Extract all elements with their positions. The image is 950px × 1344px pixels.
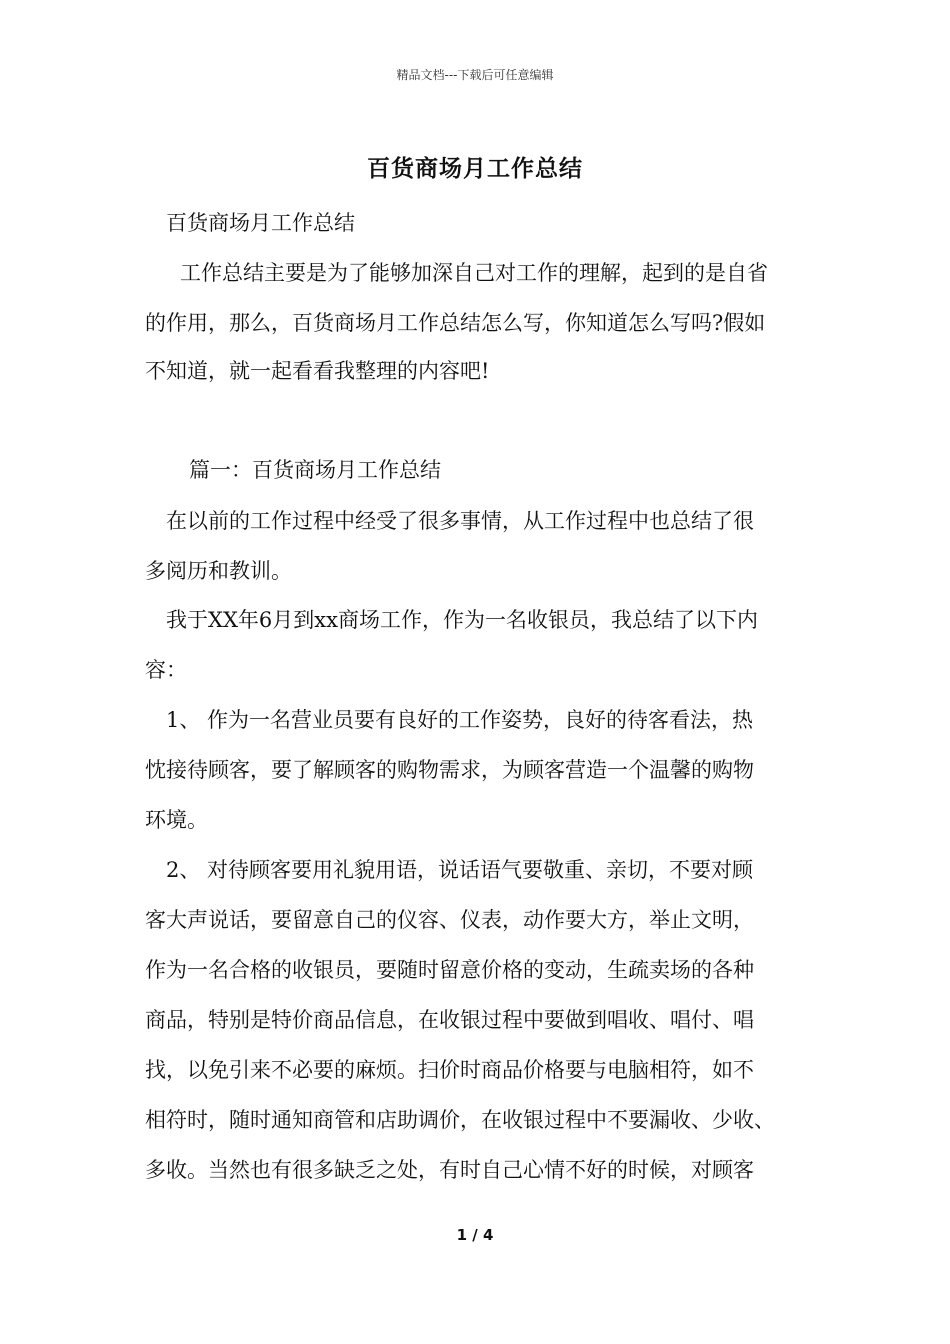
- list-item-line: 环境。: [145, 808, 208, 832]
- paragraph-line: 我于XX年6月到xx商场工作，作为一名收银员，我总结了以下内: [166, 608, 758, 632]
- paragraph-line: 在以前的工作过程中经受了很多事情，从工作过程中也总结了很: [166, 509, 754, 533]
- paragraph-line: 多阅历和教训。: [145, 559, 292, 583]
- list-item-line: 相符时，随时通知商管和店助调价，在收银过程中不要漏收、少收、: [145, 1108, 775, 1132]
- list-item-line: 客大声说话，要留意自己的仪容、仪表，动作要大方，举止文明，: [145, 908, 754, 932]
- document-title: 百货商场月工作总结: [367, 155, 583, 182]
- section-heading: 篇一：百货商场月工作总结: [189, 458, 441, 482]
- list-item-line: 2、 对待顾客要用礼貌用语，说话语气要敬重、亲切，不要对顾: [166, 858, 754, 882]
- document-subtitle: 百货商场月工作总结: [166, 211, 355, 235]
- list-item-line: 1、 作为一名营业员要有良好的工作姿势，良好的待客看法，热: [166, 708, 754, 732]
- list-item-line: 多收。当然也有很多缺乏之处，有时自己心情不好的时候，对顾客: [145, 1158, 754, 1182]
- list-item-line: 忱接待顾客，要了解顾客的购物需求，为顾客营造一个温馨的购物: [145, 758, 754, 782]
- header-note: 精品文档---下载后可任意编辑: [396, 68, 554, 82]
- intro-line: 不知道，就一起看看我整理的内容吧!: [145, 359, 490, 383]
- intro-line: 的作用，那么，百货商场月工作总结怎么写，你知道怎么写吗?假如: [145, 311, 766, 335]
- list-item-line: 找，以免引来不必要的麻烦。扫价时商品价格要与电脑相符，如不: [145, 1058, 754, 1082]
- paragraph-line: 容：: [145, 658, 187, 682]
- intro-line: 工作总结主要是为了能够加深自己对工作的理解，起到的是自省: [180, 261, 768, 285]
- list-item-line: 作为一名合格的收银员，要随时留意价格的变动，生疏卖场的各种: [145, 958, 754, 982]
- page-number: 1 / 4: [456, 1226, 494, 1244]
- list-item-line: 商品，特别是特价商品信息，在收银过程中要做到唱收、唱付、唱: [145, 1008, 754, 1032]
